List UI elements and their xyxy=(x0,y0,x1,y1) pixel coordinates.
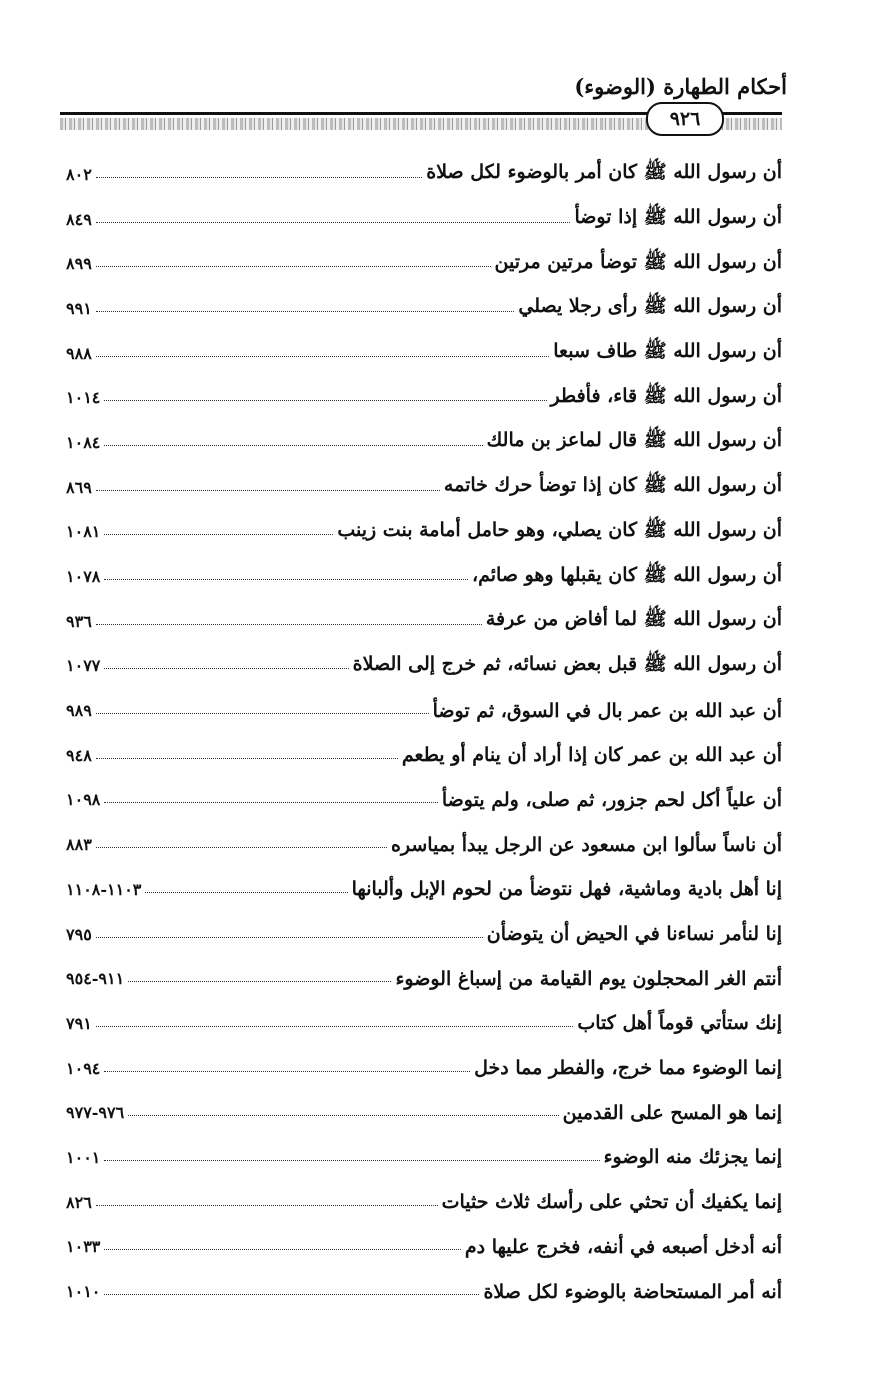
index-entry-page-ref: ٨٠٢ xyxy=(66,164,92,184)
index-entry-page-ref: ١٠٧٧ xyxy=(66,656,101,676)
index-entry xyxy=(66,1269,782,1314)
index-entry-text: أن رسول الله ﷺ كان إذا توضأ حرك خاتمه xyxy=(443,474,782,497)
index-entry xyxy=(66,688,782,733)
index-entry-text: إنما يجزئك منه الوضوء xyxy=(603,1146,782,1169)
index-entry xyxy=(66,733,782,778)
index-entry-text: أن عبد الله بن عمر كان إذا أراد أن ينام أو يطعم xyxy=(401,744,782,767)
dot-leader xyxy=(104,1294,479,1295)
dot-leader xyxy=(96,937,483,938)
index-entry-page-ref: ٩٣٦ xyxy=(66,611,92,631)
index-entry xyxy=(66,241,782,286)
dot-leader xyxy=(96,758,398,759)
index-entry-text: أن رسول الله ﷺ كان يصلي، وهو حامل أمامة بنت زينب xyxy=(337,518,782,541)
dot-leader xyxy=(128,1115,558,1116)
index-entry xyxy=(66,1090,782,1135)
dot-leader xyxy=(96,356,549,357)
index-entry xyxy=(66,956,782,1001)
index-entry-text: أن رسول الله ﷺ قال لماعز بن مالك xyxy=(486,429,782,452)
index-entry-text: أن عبد الله بن عمر بال في السوق، ثم توضأ xyxy=(432,699,782,722)
dot-leader xyxy=(96,1205,438,1206)
dot-leader xyxy=(96,624,482,625)
dot-leader xyxy=(96,490,440,491)
index-entry-text: إنك ستأتي قوماً أهل كتاب xyxy=(577,1012,782,1035)
index-entry-page-ref: ١٠٧٨ xyxy=(66,567,101,587)
index-entry-text: إنا أهل بادية وماشية، فهل نتوضأ من لحوم الإبل وألبانها xyxy=(351,878,782,901)
dot-leader xyxy=(96,713,429,714)
dot-leader xyxy=(96,222,571,223)
dot-leader xyxy=(104,445,482,446)
dot-leader xyxy=(104,1071,470,1072)
index-entry xyxy=(66,375,782,420)
hadith-index-list xyxy=(66,152,782,1314)
index-entry-text: أنه أدخل أصبعه في أنفه، فخرج عليها دم xyxy=(464,1235,782,1258)
index-entry-page-ref: ٩٩١ xyxy=(66,298,92,318)
index-entry-page-ref: ٨٩٩ xyxy=(66,254,92,274)
index-entry xyxy=(66,599,782,644)
index-entry-page-ref: ٧٩١ xyxy=(66,1013,92,1033)
index-entry-text: أن رسول الله ﷺ لما أفاض من عرفة xyxy=(485,608,782,631)
index-entry xyxy=(66,822,782,867)
index-entry xyxy=(66,197,782,242)
index-entry-page-ref: ٨٢٦ xyxy=(66,1192,92,1212)
index-entry xyxy=(66,1046,782,1091)
index-entry xyxy=(66,1135,782,1180)
index-entry-page-ref: ٧٩٥ xyxy=(66,924,92,944)
page-number-badge: ٩٢٦ xyxy=(646,102,724,136)
index-entry-page-ref: ١٠٩٤ xyxy=(66,1058,101,1078)
index-entry xyxy=(66,1180,782,1225)
dot-leader xyxy=(96,311,515,312)
index-entry-text: أن رسول الله ﷺ طاف سبعا xyxy=(553,340,782,363)
index-entry xyxy=(66,331,782,376)
dot-leader xyxy=(104,579,468,580)
index-entry xyxy=(66,778,782,823)
dot-leader xyxy=(96,1026,574,1027)
index-entry xyxy=(66,1001,782,1046)
index-entry-text: أن رسول الله ﷺ إذا توضأ xyxy=(574,206,782,229)
index-entry xyxy=(66,152,782,197)
index-entry-text: أن رسول الله ﷺ كان يقبلها وهو صائم، xyxy=(471,563,782,586)
index-entry-text: أن رسول الله ﷺ قبل بعض نسائه، ثم خرج إلى الصلاة xyxy=(352,652,782,675)
index-entry-page-ref: ١٠٩٨ xyxy=(66,790,101,810)
index-entry xyxy=(66,912,782,957)
dot-leader xyxy=(104,802,438,803)
index-entry-text: أنتم الغر المحجلون يوم القيامة من إسباغ الوضوء xyxy=(395,967,782,990)
index-entry-page-ref: ١٠٣٣ xyxy=(66,1237,101,1257)
index-entry-text: أن رسول الله ﷺ كان أمر بالوضوء لكل صلاة xyxy=(426,161,782,184)
index-entry-page-ref: ٩٧٦-٩٧٧ xyxy=(66,1103,125,1123)
index-entry-text: أن ناساً سألوا ابن مسعود عن الرجل يبدأ بمياسره xyxy=(390,833,782,856)
dot-leader xyxy=(145,892,347,893)
index-entry-page-ref: ١٠٨١ xyxy=(66,522,101,542)
dot-leader xyxy=(104,400,546,401)
index-entry-page-ref: ١٠١٤ xyxy=(66,388,101,408)
dot-leader xyxy=(104,534,333,535)
index-entry-page-ref: ٨٦٩ xyxy=(66,477,92,497)
index-entry-text: إنما يكفيك أن تحثي على رأسك ثلاث حثيات xyxy=(441,1191,782,1214)
index-entry-text: أن رسول الله ﷺ قاء، فأفطر xyxy=(550,384,782,407)
dot-leader xyxy=(104,1160,599,1161)
dot-leader xyxy=(128,981,391,982)
index-entry-page-ref: ٩٤٨ xyxy=(66,745,92,765)
index-entry-page-ref: ٩١١-٩٥٤ xyxy=(66,969,125,989)
dot-leader xyxy=(96,847,387,848)
index-entry xyxy=(66,644,782,689)
index-entry xyxy=(66,867,782,912)
index-entry-page-ref: ١٠٨٤ xyxy=(66,432,101,452)
dot-leader xyxy=(96,177,422,178)
index-entry-page-ref: ١٠٠١ xyxy=(66,1147,101,1167)
index-entry-text: أن رسول الله ﷺ توضأ مرتين مرتين xyxy=(494,250,782,273)
index-entry-text: إنما هو المسح على القدمين xyxy=(562,1101,782,1124)
index-entry-text: إنا لنأمر نساءنا في الحيض أن يتوضأن xyxy=(486,923,782,946)
index-entry xyxy=(66,510,782,555)
index-entry-page-ref: ٩٨٨ xyxy=(66,343,92,363)
index-entry xyxy=(66,286,782,331)
index-entry-page-ref: ١٠١٠ xyxy=(66,1282,101,1302)
index-entry-page-ref: ٩٨٩ xyxy=(66,701,92,721)
index-entry xyxy=(66,465,782,510)
index-entry xyxy=(66,420,782,465)
index-entry-text: أنه أمر المستحاضة بالوضوء لكل صلاة xyxy=(483,1280,782,1303)
index-entry-page-ref: ١١٠٣-١١٠٨ xyxy=(66,879,142,899)
dot-leader xyxy=(96,266,491,267)
running-header-title: أحكام الطهارة (الوضوء) xyxy=(574,74,787,99)
index-entry xyxy=(66,554,782,599)
dot-leader xyxy=(104,668,348,669)
dot-leader xyxy=(104,1249,461,1250)
index-entry-text: إنما الوضوء مما خرج، والفطر مما دخل xyxy=(474,1057,782,1080)
index-entry-page-ref: ٨٤٩ xyxy=(66,209,92,229)
index-entry-text: أن علياً أكل لحم جزور، ثم صلى، ولم يتوضأ xyxy=(441,788,782,811)
index-entry xyxy=(66,1225,782,1270)
index-entry-page-ref: ٨٨٣ xyxy=(66,835,92,855)
index-entry-text: أن رسول الله ﷺ رأى رجلا يصلي xyxy=(518,295,782,318)
